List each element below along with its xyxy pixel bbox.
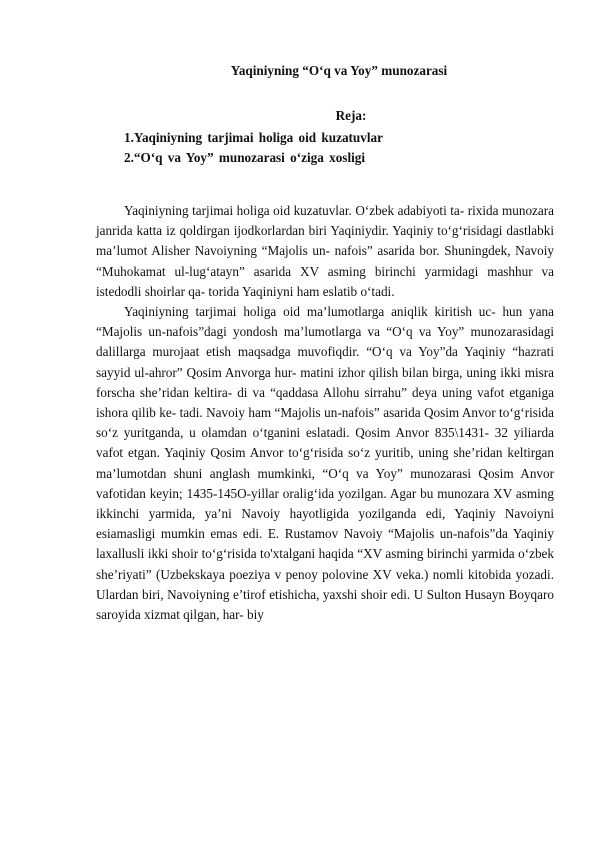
plan-item: 2.“O‘q va Yoy” munozarasi o‘ziga xosligi — [124, 150, 366, 165]
body-text — [96, 201, 554, 625]
document-title: Yaqiniyning “O‘q va Yoy” munozarasi — [230, 63, 448, 78]
plan-item: 1.Yaqiniyning tarjimai holiga oid kuzatuvlar — [124, 130, 383, 145]
paragraph: Yaqiniyning tarjimai holiga oid ma’lumotlarga aniqlik kiritish uc- hun yana “Majolis un-nafois”dagi yondosh ma’lumotlarga va “O‘q va Yoy” munozarasidagi dalillarga murojaat etish maqsadga muvofiqdir. “O‘q va Yoy”da Yaqiniy “hazrati sayyid ul-ahror” Qosim Anvorga hur- matini izhor qilish bilan birga, uning ikki misra forscha she’ridan keltira- di va “qaddasa Allohu sirrahu” deya uning vafot etganiga ishora qilib ke- tadi. Navoiy ham “Majolis un-nafois” asarida Qosim Anvor to‘g‘risida so‘z yuritganda, u olamdan o‘tganini eslatadi. Qosim Anvor 835\1431- 32 yiliarda vafot etgan. Yaqiniy Qosim Anvor to‘g‘risida so‘z yuritib, uning she’ridan keltirgan ma’lumotdan shuni anglash mumkinki, “O‘q va Yoy” munozarasi Qosim Anvor vafotidan keyin; 1435-145O-yillar oralig‘ida yozilgan. Agar bu munozara XV asming ikkinchi yarmida, ya’ni Navoiy hayotligida yozilganda edi, Yaqiniy Navoiyni esiamasligi mumkin emas edi. E. Rustamov Navoiy “Majolis un-nafois”da Yaqiniy laxallusli ikki shoir to‘g‘risida to'xtalgani haqida “XV asming birinchi yarmida o‘zbek she’riyati” (Uzbekskaya poeziya v penoy polovine XV veka.) nomli kitobida yozadi. Ulardan biri, Navoiyning e’tirof etishicha, yaxshi shoir edi. U Sulton Husayn Boyqaro saroyida xizmat qilgan, har- biy — [96, 304, 554, 623]
paragraph: Yaqiniyning tarjimai holiga oid kuzatuvlar. O‘zbek adabiyoti ta- rixida munozara janrida katta iz qoldirgan ijodkorlardan biri Yaqiniydir. Yaqiniy to‘g‘risidagi dastlabki ma’lumot Alisher Navoiyning “Majolis un- nafois” asarida bor. Shuningdek, Navoiy “Muhokamat ul-lug‘atayn” asarida XV asming birinchi yarmidagi mashhur va istedodli shoirlar qa- torida Yaqiniyni ham eslatib o‘tadi. — [96, 203, 554, 299]
plan-list — [124, 128, 383, 168]
plan-heading: Reja: — [335, 108, 367, 123]
